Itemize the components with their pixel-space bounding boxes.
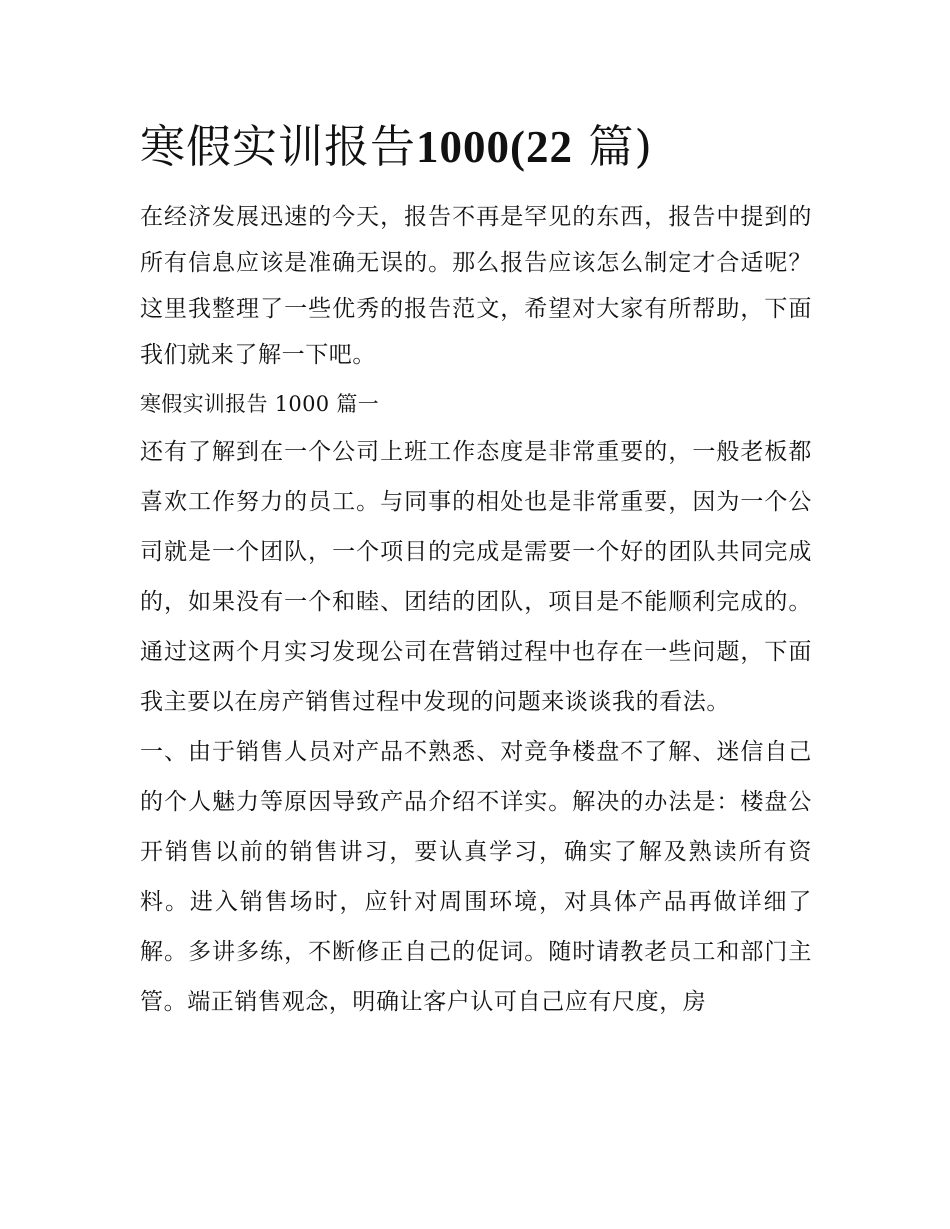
title-number: 1000(22 [416,122,574,172]
section-heading: 寒假实训报告 1000 篇一 [140,392,379,416]
body-paragraph-1: 还有了解到在一个公司上班工作态度是非常重要的，一般老板都喜欢工作努力的员工。与同事的相处也是非常重要，因为一个公司就是一个团队，一个项目的完成是需要一个好的团队共同完成的，如果没有一个和睦、团结的团队，项目是不能顺利完成的。通过这两个月实习发现公司在营销过程中也存在一些问题，下面我主要以在房产销售过程中发现的问题来谈谈我的看法。 [140,439,812,715]
document-body [140,112,812,1027]
intro-paragraph: 在经济发展迅速的今天，报告不再是罕见的东西，报告中提到的所有信息应该是准确无误的。那么报告应该怎么制定才合适呢？这里我整理了一些优秀的报告范文，希望对大家有所帮助，下面我们就来了解一下吧。 [140,204,812,368]
document-title [140,112,812,182]
title-text: 寒假实训报告 [140,120,417,173]
body-paragraph-2: 一、由于销售人员对产品不熟悉、对竞争楼盘不了解、迷信自己的个人魅力等原因导致产品介绍不详实。解决的办法是：楼盘公开销售以前的销售讲习，要认真学习，确实了解及熟读所有资料。进入销售场时，应针对周围环境，对具体产品再做详细了解。多讲多练，不断修正自己的促词。随时请教老员工和部门主管。端正销售观念，明确让客户认可自己应有尺度，房 [140,739,812,1015]
title-suffix: 篇) [588,120,653,173]
